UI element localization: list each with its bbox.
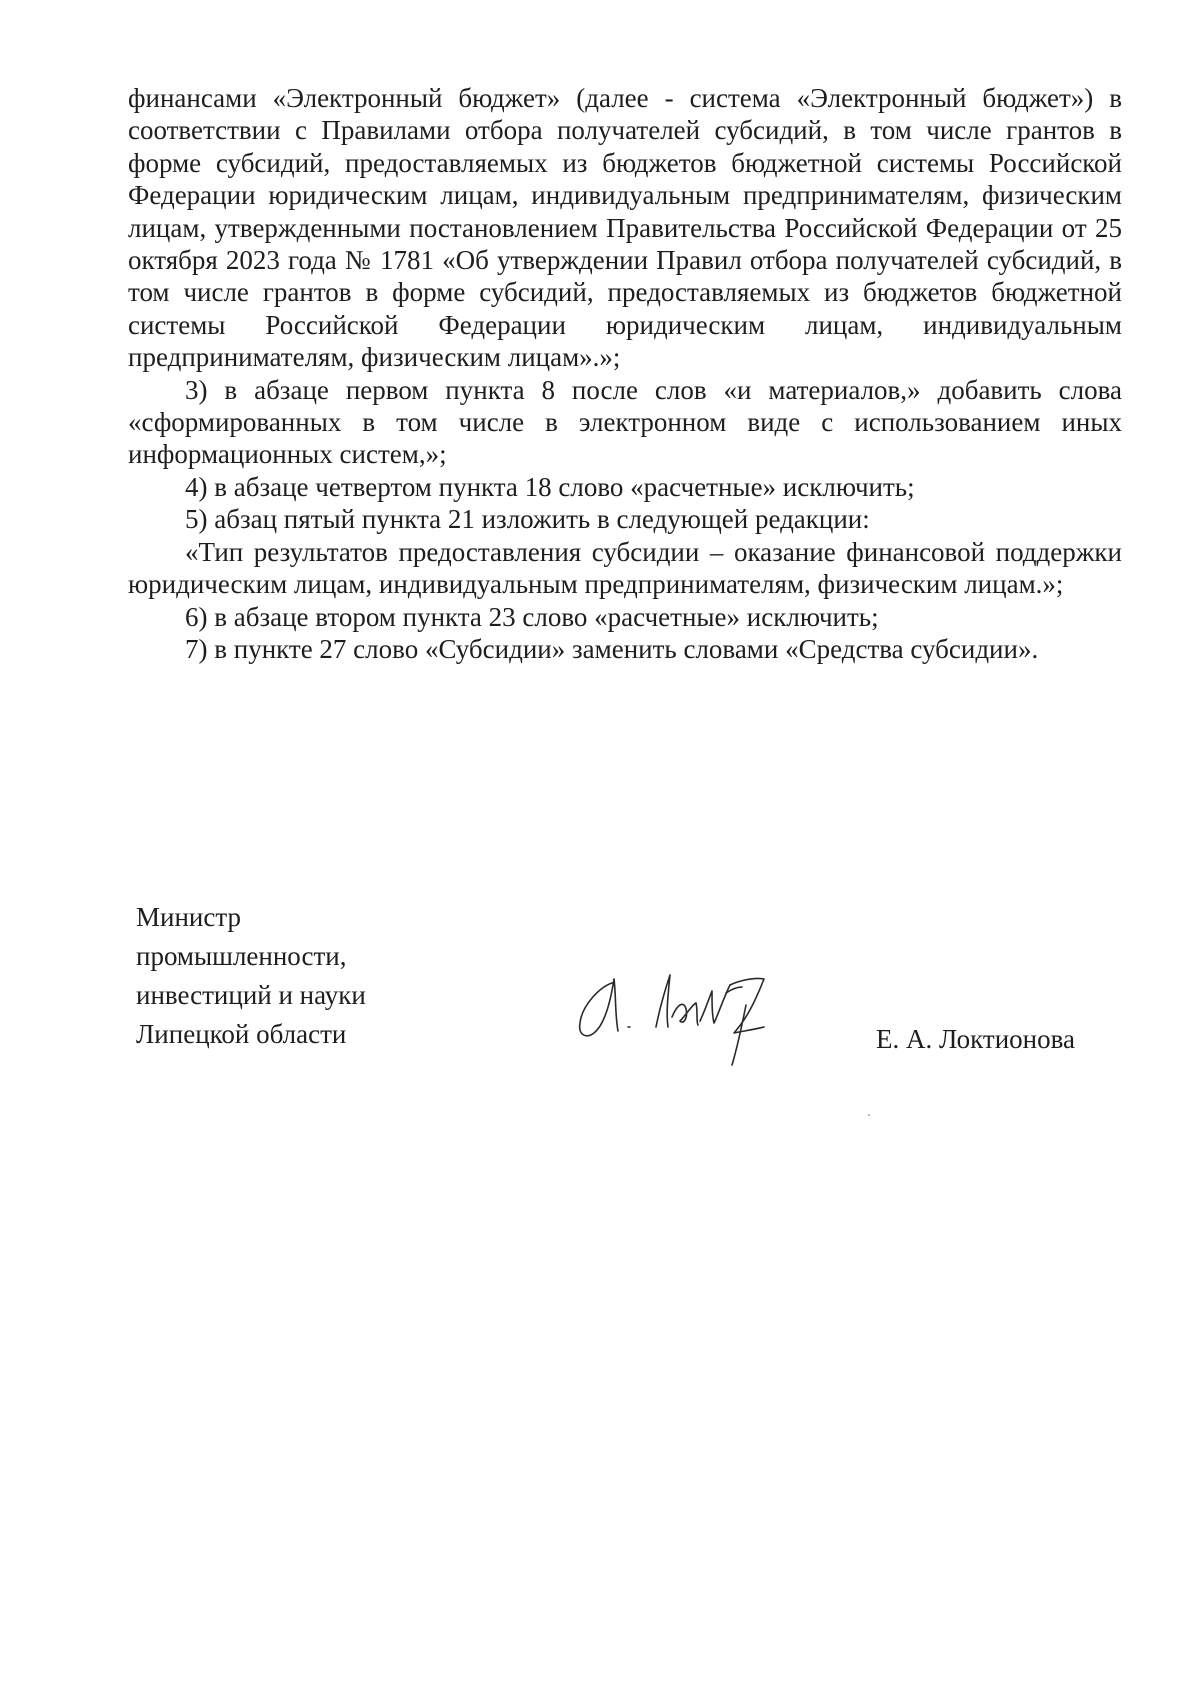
paragraph-quoted-text: «Тип результатов предоставления субсидии – оказание финансовой поддержки юридическим лицам, индивидуальным предпринимателям, физическим лицам.»; <box>128 536 1122 600</box>
paragraph-item-3: 3) в абзаце первом пункта 8 после слов «и материалов,» добавить слова «сформированных в том числе в электронном виде с использованием иных информационных систем,»; <box>128 374 1122 470</box>
paragraph-item-5: 5) абзац пятый пункта 21 изложить в следующей редакции: <box>185 504 870 535</box>
signatory-title-line: Липецкой области <box>136 1019 347 1049</box>
paragraph-item-7: 7) в пункте 27 слово «Субсидии» заменить словами «Средства субсидии». <box>185 633 1039 664</box>
paragraph-item-6: 6) в абзаце втором пункта 23 слово «расчетные» исключить; <box>185 601 879 632</box>
signatory-title-line: промышленности, <box>136 941 347 971</box>
signatory-title-line: Министр <box>136 902 241 932</box>
paragraph-continuation: финансами «Электронный бюджет» (далее - система «Электронный бюджет») в соответствии с Правилами отбора получателей субсидий, в том числе грантов в форме субсидий, предоставляемых из бюджетов бюджетной системы Российской Федерации юридическим лицам, индивидуальным предпринимателям, физическим лицам, утвержденными постановлением Правительства Российской Федерации от 25 октября 2023 года № 1781 «Об утверждении Правил отбора получателей субсидий, в том числе грантов в форме субсидий, предоставляемых из бюджетов бюджетной системы Российской Федерации юридическим лицам, индивидуальным предпринимателям, физическим лицам».»; <box>128 83 1122 373</box>
paragraph-item-4: 4) в абзаце четвертом пункта 18 слово «расчетные» исключить; <box>185 471 915 502</box>
signatory-name: Е. А. Локтионова <box>876 1024 1075 1054</box>
signatory-title <box>136 898 366 1054</box>
signatory-title-line: инвестиций и науки <box>136 980 366 1010</box>
handwritten-signature <box>560 935 800 1070</box>
scan-artifact <box>868 1114 870 1116</box>
document-body <box>128 82 1122 665</box>
